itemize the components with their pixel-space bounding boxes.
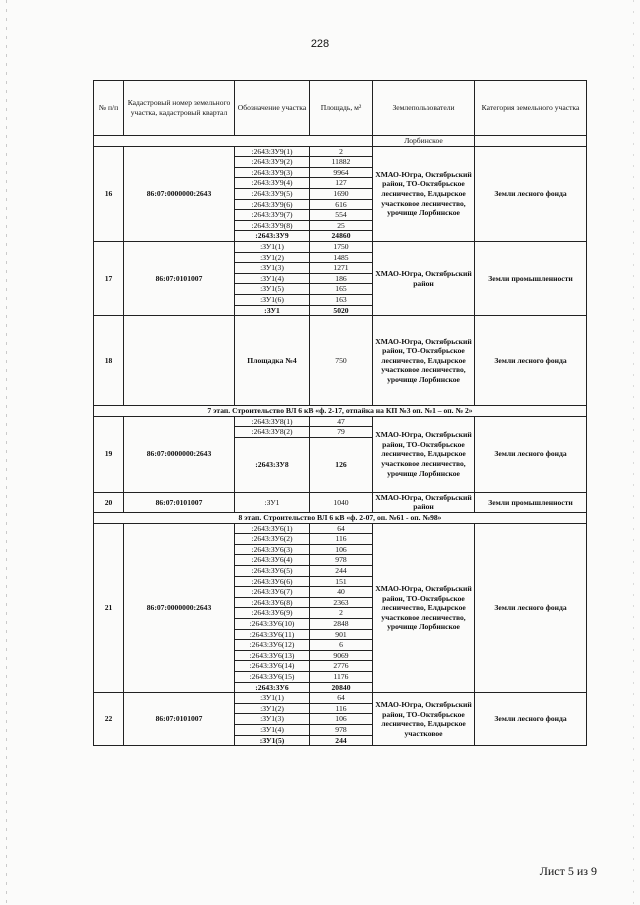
section-row: [94, 406, 587, 417]
parcel-area-cell: 1176: [310, 671, 373, 682]
parcel-designation-cell: :2643:ЗУ6(3): [235, 544, 310, 555]
parcel-designation-cell: :ЗУ1(2): [235, 703, 310, 714]
land-category-cell: Земли лесного фонда: [475, 416, 587, 492]
parcel-area-cell: 1690: [310, 188, 373, 199]
parcel-area-cell: 126: [310, 437, 373, 492]
parcel-area-cell: 616: [310, 199, 373, 210]
parcel-designation-cell: :ЗУ1(2): [235, 252, 310, 263]
row-number-cell: 21: [94, 523, 124, 693]
parcel-designation-cell: :ЗУ1(3): [235, 263, 310, 274]
land-user-cell: ХМАО-Югра, Октябрьский район, ТО-Октябрьское лесничество, Елдырское участковое лесничество, урочище Лорбинское: [373, 523, 475, 693]
parcel-area-cell: 163: [310, 294, 373, 305]
parcel-designation-cell: :ЗУ1(1): [235, 241, 310, 252]
parcel-designation-cell: :2643:ЗУ6(7): [235, 587, 310, 598]
parcel-designation-cell: :2643:ЗУ6(2): [235, 534, 310, 545]
land-category-cell: Земли промышленности: [475, 241, 587, 315]
parcel-area-cell: 2776: [310, 661, 373, 672]
parcel-designation-cell: :2643:ЗУ8(2): [235, 427, 310, 438]
parcel-area-cell: 64: [310, 693, 373, 704]
parcel-designation-cell: :ЗУ1(6): [235, 294, 310, 305]
parcel-designation-cell: :2643:ЗУ6(1): [235, 523, 310, 534]
cadastral-number-cell: 86:07:0000000:2643: [124, 146, 235, 241]
land-user-cell: ХМАО-Югра, Октябрьский район, ТО-Октябрьское лесничество, Елдырское участковое лесничество, урочище Лорбинское: [373, 146, 475, 241]
land-category-cell: Земли лесного фонда: [475, 523, 587, 693]
header-cadastral: Кадастровый номер земельного участка, кадастровый квартал: [124, 81, 235, 136]
parcel-designation-cell: :ЗУ1: [235, 492, 310, 512]
parcel-area-cell: 165: [310, 284, 373, 295]
scan-edge-right: [633, 0, 634, 905]
parcel-area-cell: 9069: [310, 650, 373, 661]
parcel-designation-cell: :2643:ЗУ9(8): [235, 220, 310, 231]
parcel-designation-cell: :ЗУ1(1): [235, 693, 310, 704]
parcel-area-cell: 9964: [310, 167, 373, 178]
land-plots-table: [93, 80, 587, 746]
parcel-area-cell: 244: [310, 566, 373, 577]
parcel-designation-cell: :2643:ЗУ6(8): [235, 597, 310, 608]
table-row: [94, 523, 587, 534]
land-user-cell: ХМАО-Югра, Октябрьский район, ТО-Октябрьское лесничество, Елдырское участковое лесничество, урочище Лорбинское: [373, 316, 475, 406]
table-row: [94, 693, 587, 704]
cadastral-number-cell: 86:07:0000000:2643: [124, 523, 235, 693]
page-number: 228: [310, 38, 330, 50]
parcel-area-cell: 20840: [310, 682, 373, 693]
table-row: [94, 241, 587, 252]
parcel-area-cell: 40: [310, 587, 373, 598]
parcel-designation-cell: :2643:ЗУ9(5): [235, 188, 310, 199]
parcel-designation-cell: :2643:ЗУ9(1): [235, 146, 310, 157]
parcel-area-cell: 554: [310, 210, 373, 221]
table-body: [94, 136, 587, 746]
row-number-cell: 18: [94, 316, 124, 406]
parcel-area-cell: 11882: [310, 157, 373, 168]
parcel-area-cell: 5020: [310, 305, 373, 316]
parcel-designation-cell: :2643:ЗУ9(3): [235, 167, 310, 178]
parcel-area-cell: 24860: [310, 231, 373, 242]
parcel-area-cell: 1040: [310, 492, 373, 512]
table-row: [94, 136, 587, 147]
parcel-designation-cell: :2643:ЗУ6(10): [235, 619, 310, 630]
empty-cell: [475, 136, 587, 147]
land-user-cell: ХМАО-Югра, Октябрьский район: [373, 241, 475, 315]
parcel-area-cell: 2: [310, 146, 373, 157]
parcel-designation-cell: :2643:ЗУ6: [235, 682, 310, 693]
cadastral-number-cell: 86:07:0101007: [124, 492, 235, 512]
parcel-area-cell: 47: [310, 416, 373, 427]
parcel-designation-cell: :2643:ЗУ6(9): [235, 608, 310, 619]
parcel-area-cell: 6: [310, 640, 373, 651]
parcel-area-cell: 116: [310, 703, 373, 714]
table-row: [94, 316, 587, 406]
cadastral-number-cell: 86:07:0101007: [124, 693, 235, 746]
parcel-designation-cell: :2643:ЗУ9(7): [235, 210, 310, 221]
section-heading: 7 этап. Строительство ВЛ 6 кВ «ф. 2-17, отпайка на КП №3 оп. №1 – оп. № 2»: [94, 406, 587, 417]
parcel-area-cell: 1750: [310, 241, 373, 252]
parcel-designation-cell: :2643:ЗУ6(4): [235, 555, 310, 566]
parcel-area-cell: 1271: [310, 263, 373, 274]
row-number-cell: 22: [94, 693, 124, 746]
land-category-cell: Земли промышленности: [475, 492, 587, 512]
parcel-designation-cell: :2643:ЗУ9(2): [235, 157, 310, 168]
header-number: № п/п: [94, 81, 124, 136]
table-row: [94, 146, 587, 157]
land-user-cell: ХМАО-Югра, Октябрьский район: [373, 492, 475, 512]
parcel-designation-cell: :2643:ЗУ9(6): [235, 199, 310, 210]
row-number-cell: 19: [94, 416, 124, 492]
sheet-footer: Лист 5 из 9: [539, 864, 597, 878]
land-user-cell: ХМАО-Югра, Октябрьский район, ТО-Октябрьское лесничество, Елдырское участковое: [373, 693, 475, 746]
parcel-designation-cell: :2643:ЗУ6(6): [235, 576, 310, 587]
parcel-area-cell: 901: [310, 629, 373, 640]
parcel-designation-cell: :2643:ЗУ8: [235, 437, 310, 492]
header-designation: Обозначение участка: [235, 81, 310, 136]
parcel-area-cell: 151: [310, 576, 373, 587]
parcel-designation-cell: :2643:ЗУ6(11): [235, 629, 310, 640]
land-user-cell: Лорбинское: [373, 136, 475, 147]
parcel-designation-cell: :2643:ЗУ6(5): [235, 566, 310, 577]
parcel-area-cell: 106: [310, 714, 373, 725]
scan-edge-left: [6, 0, 7, 905]
parcel-designation-cell: :2643:ЗУ9(4): [235, 178, 310, 189]
parcel-designation-cell: :2643:ЗУ6(14): [235, 661, 310, 672]
table-row: [94, 492, 587, 512]
cadastral-number-cell: 86:07:0000000:2643: [124, 416, 235, 492]
parcel-area-cell: 244: [310, 735, 373, 746]
section-row: [94, 513, 587, 524]
parcel-designation-cell: :ЗУ1(5): [235, 284, 310, 295]
parcel-area-cell: 1485: [310, 252, 373, 263]
parcel-designation-cell: :2643:ЗУ6(15): [235, 671, 310, 682]
land-category-cell: Земли лесного фонда: [475, 693, 587, 746]
section-heading: 8 этап. Строительство ВЛ 6 кВ «ф. 2-07, оп. №61 - оп. №98»: [94, 513, 587, 524]
land-category-cell: Земли лесного фонда: [475, 316, 587, 406]
land-user-cell: ХМАО-Югра, Октябрьский район, ТО-Октябрьское лесничество, Елдырское участковое лесничество, урочище Лорбинское: [373, 416, 475, 492]
parcel-designation-cell: :2643:ЗУ6(13): [235, 650, 310, 661]
cadastral-number-cell: 86:07:0101007: [124, 241, 235, 315]
table-row: [94, 416, 587, 427]
parcel-designation-cell: :ЗУ1(4): [235, 273, 310, 284]
row-number-cell: 20: [94, 492, 124, 512]
parcel-designation-cell: :ЗУ1(3): [235, 714, 310, 725]
parcel-area-cell: 106: [310, 544, 373, 555]
parcel-area-cell: 127: [310, 178, 373, 189]
parcel-area-cell: 116: [310, 534, 373, 545]
parcel-area-cell: 2363: [310, 597, 373, 608]
header-category: Категория земельного участка: [475, 81, 587, 136]
table-header-row: [94, 81, 587, 136]
parcel-designation-cell: :ЗУ1(4): [235, 724, 310, 735]
row-number-cell: 16: [94, 146, 124, 241]
parcel-area-cell: 978: [310, 724, 373, 735]
parcel-designation-cell: Площадка №4: [235, 316, 310, 406]
parcel-designation-cell: :2643:ЗУ8(1): [235, 416, 310, 427]
land-category-cell: Земли лесного фонда: [475, 146, 587, 241]
parcel-area-cell: 2848: [310, 619, 373, 630]
parcel-designation-cell: :ЗУ1: [235, 305, 310, 316]
header-land-users: Землепользователи: [373, 81, 475, 136]
parcel-designation-cell: :2643:ЗУ9: [235, 231, 310, 242]
parcel-area-cell: 186: [310, 273, 373, 284]
parcel-designation-cell: :ЗУ1(5): [235, 735, 310, 746]
parcel-area-cell: 750: [310, 316, 373, 406]
parcel-designation-cell: :2643:ЗУ6(12): [235, 640, 310, 651]
parcel-area-cell: 2: [310, 608, 373, 619]
empty-cell: [94, 136, 373, 147]
parcel-area-cell: 79: [310, 427, 373, 438]
parcel-area-cell: 978: [310, 555, 373, 566]
row-number-cell: 17: [94, 241, 124, 315]
parcel-area-cell: 64: [310, 523, 373, 534]
header-area: Площадь, м²: [310, 81, 373, 136]
parcel-area-cell: 25: [310, 220, 373, 231]
cadastral-number-cell: [124, 316, 235, 406]
